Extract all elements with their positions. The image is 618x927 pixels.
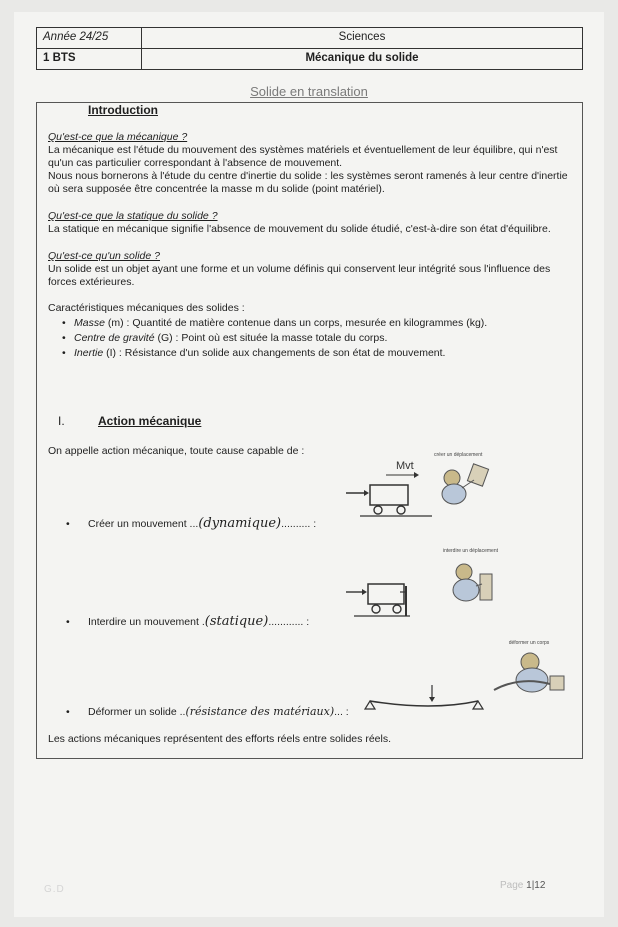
paragraph-bornerons: Nous nous bornerons à l'étude du centre d'inertie du solide : les systèmes seront ramenés à leur centre d'inertie où sera supposée être concentrée la masse m du solide (point matériel). [48,170,568,195]
cartoon-caption: interdire un déplacement [442,548,498,554]
properties-list [62,317,573,360]
footer-initials: G.D [44,884,65,895]
cartoon-figure-icon [440,554,498,609]
action-intro: On appelle action mécanique, toute cause capable de : [48,445,305,457]
list-item [62,347,573,360]
class-cell: 1 BTS [37,49,142,69]
cart-motion-diagram [340,455,440,525]
paragraph-solide: Un solide est un objet ayant une forme et un volume définis qui conservent leur intégrité sous l'influence des forces extérieures. [48,263,551,288]
section-heading [58,414,201,428]
mvt-label: Mvt [396,460,414,472]
cart-blocked-diagram [340,578,430,628]
year-cell: Année 24/25 [37,28,142,48]
cartoon-create-movement [434,452,494,513]
caracteristiques-label: Caractéristiques mécaniques des solides : [48,302,245,314]
page-word: Page [500,880,524,891]
beam-deformation-diagram [364,683,494,713]
subject-cell: Sciences [338,31,386,43]
intro-section [48,104,573,362]
intro-heading: Introduction [88,103,158,117]
page-count: 1|12 [526,880,546,891]
cartoon-figure-icon [434,458,494,508]
cartoon-caption: créer un déplacement [434,452,483,458]
handwritten-answer: (dynamique) [198,516,282,531]
doc-title: Solide en translation [250,84,368,99]
deformed-beam [370,701,478,706]
cartoon-figure-icon [490,646,568,696]
property-name: Centre de gravité [74,332,155,344]
cartoon-caption: déformer un corps [508,640,550,646]
list-item [62,317,573,330]
property-name: Masse [74,317,105,329]
cart-body [370,485,408,505]
action-label: Déformer un solide [88,706,177,718]
paragraph-statique: La statique en mécanique signifie l'absence de mouvement du solide étudié, c'est-à-dire son état d'équilibre. [48,223,551,235]
action-item-deform: • Déformer un solide ..(résistance des matériaux)... : [66,705,349,718]
page-number [500,880,545,891]
header-table [36,27,583,70]
question-mecanique: Qu'est-ce que la mécanique ? [48,131,188,143]
handwritten-answer: (résistance des matériaux) [185,705,335,718]
property-name: Inertie [74,347,104,359]
action-label: Créer un mouvement [88,518,187,530]
action-label: Interdire un mouvement [88,616,199,628]
property-desc: (m) : Quantité de matière contenue dans un corps, mesurée en kilogrammes (kg). [104,317,488,329]
paragraph-mecanique: La mécanique est l'étude du mouvement des systèmes matériels et éventuellement de leur équilibre, qui n'est qu'un cas particulier correspondant à l'absence de mouvement. [48,144,558,169]
handwritten-answer: (statique) [204,614,269,629]
conclusion-text: Les actions mécaniques représentent des efforts réels entre solides réels. [48,733,391,745]
action-item-prevent: • Interdire un mouvement .(statique)............ : [66,614,310,629]
question-statique: Qu'est-ce que la statique du solide ? [48,210,218,222]
question-solide: Qu'est-ce qu'un solide ? [48,250,160,262]
list-item [62,332,573,345]
section-title: Action mécanique [98,414,202,428]
action-item-create: • Créer un mouvement ...(dynamique).......... : [66,516,317,531]
property-desc: (G) : Point où est située la masse totale du corps. [154,332,388,344]
cartoon-prevent-movement [440,548,498,614]
cartoon-deform-solid [490,640,568,701]
section-number: I. [58,414,65,428]
property-desc: (I) : Résistance d'un solide aux changements de son état de mouvement. [103,347,446,359]
course-cell: Mécanique du solide [305,52,419,64]
cart-body [368,584,404,604]
